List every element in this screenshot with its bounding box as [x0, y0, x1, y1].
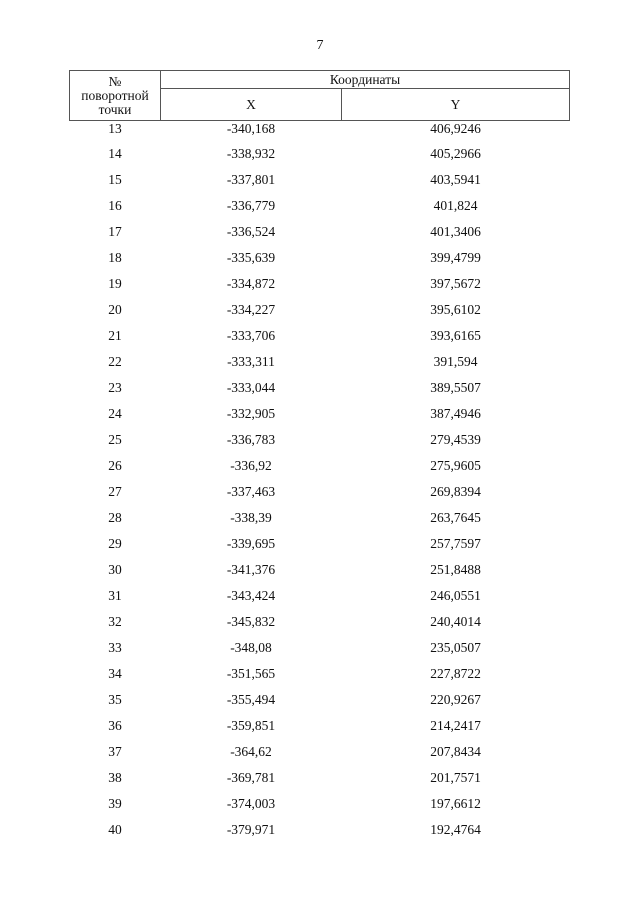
x-coordinate-cell: -379,971	[226, 822, 276, 837]
y-coordinate-cell: 279,4539	[430, 432, 481, 447]
point-number-cell: 19	[108, 276, 122, 291]
y-coordinate-cell: 257,7597	[430, 536, 481, 551]
point-number-header	[70, 71, 161, 121]
x-coordinate-cell: -351,565	[226, 666, 276, 681]
table-row	[70, 609, 570, 635]
table-row	[70, 427, 570, 453]
y-coordinate-cell: 192,4764	[430, 822, 481, 837]
x-coordinate-cell: -369,781	[226, 770, 276, 785]
x-coordinate-cell: -355,494	[226, 692, 276, 707]
point-number-cell: 26	[108, 458, 122, 473]
point-number-cell: 37	[108, 744, 122, 759]
y-coordinate-cell: 401,824	[433, 198, 478, 213]
x-coordinate-cell: -337,801	[226, 172, 276, 187]
y-coordinate-cell: 395,6102	[430, 302, 481, 317]
point-number-cell: 15	[108, 172, 122, 187]
point-number-cell: 21	[108, 328, 122, 343]
point-number-cell: 17	[108, 224, 122, 239]
x-column-header: X	[161, 89, 342, 121]
point-number-header-line2: поворотной	[81, 87, 149, 103]
point-number-cell: 40	[108, 822, 122, 837]
y-coordinate-cell: 240,4014	[430, 614, 481, 629]
x-coordinate-cell: -337,463	[226, 484, 276, 499]
y-coordinate-cell: 275,9605	[430, 458, 481, 473]
y-coordinate-cell: 403,5941	[430, 172, 481, 187]
y-coordinate-cell: 269,8394	[430, 484, 481, 499]
point-number-cell: 14	[108, 146, 122, 161]
table-row	[70, 323, 570, 349]
x-coordinate-cell: -332,905	[226, 406, 276, 421]
point-number-cell: 22	[108, 354, 122, 369]
table-row	[70, 661, 570, 687]
table-row	[70, 167, 570, 193]
x-coordinate-cell: -348,08	[230, 640, 272, 655]
x-coordinate-cell: -343,424	[226, 588, 276, 603]
y-coordinate-cell: 220,9267	[430, 692, 481, 707]
point-number-cell: 27	[108, 484, 122, 499]
x-coordinate-cell: -340,168	[226, 121, 276, 136]
table-row	[70, 219, 570, 245]
point-number-cell: 30	[108, 562, 122, 577]
y-coordinate-cell: 263,7645	[430, 510, 481, 525]
point-number-cell: 29	[108, 536, 122, 551]
y-coordinate-cell: 246,0551	[430, 588, 481, 603]
x-coordinate-cell: -341,376	[226, 562, 276, 577]
x-coordinate-cell: -333,044	[226, 380, 276, 395]
page-number: 7	[316, 38, 324, 53]
table-row	[70, 271, 570, 297]
table-row	[70, 453, 570, 479]
point-number-cell: 23	[108, 380, 122, 395]
table-row	[70, 349, 570, 375]
table-body	[70, 121, 570, 844]
point-number-cell: 18	[108, 250, 122, 265]
table-row	[70, 713, 570, 739]
table-row	[70, 635, 570, 661]
y-coordinate-cell: 214,2417	[430, 718, 481, 733]
y-coordinate-cell: 405,2966	[430, 146, 481, 161]
point-number-cell: 39	[108, 796, 122, 811]
table-row	[70, 765, 570, 791]
coordinates-table	[69, 70, 570, 843]
table-row	[70, 505, 570, 531]
point-number-cell: 31	[108, 588, 122, 603]
table-row	[70, 791, 570, 817]
point-number-cell: 16	[108, 198, 122, 213]
table-row	[70, 141, 570, 167]
x-coordinate-cell: -359,851	[226, 718, 276, 733]
point-number-cell: 34	[108, 666, 122, 681]
y-coordinate-cell: 201,7571	[430, 770, 481, 785]
y-coordinate-cell: 397,5672	[430, 276, 481, 291]
x-coordinate-cell: -336,524	[226, 224, 276, 239]
y-coordinate-cell: 389,5507	[430, 380, 481, 395]
table-row	[70, 479, 570, 505]
x-coordinate-cell: -338,39	[230, 510, 272, 525]
table-row	[70, 375, 570, 401]
x-coordinate-cell: -336,779	[226, 198, 276, 213]
table-row	[70, 531, 570, 557]
table-row	[70, 739, 570, 765]
y-coordinate-cell: 235,0507	[430, 640, 481, 655]
point-number-cell: 33	[108, 640, 122, 655]
table-header	[70, 71, 570, 121]
y-column-header: Y	[342, 89, 570, 121]
y-coordinate-cell: 387,4946	[430, 406, 481, 421]
point-number-cell: 24	[108, 406, 122, 421]
x-coordinate-cell: -336,783	[226, 432, 276, 447]
y-coordinate-cell: 207,8434	[430, 744, 481, 759]
table-row	[70, 817, 570, 843]
point-number-cell: 35	[108, 692, 122, 707]
header-row-top	[70, 71, 570, 89]
table-row	[70, 297, 570, 323]
point-number-cell: 25	[108, 432, 122, 447]
x-coordinate-cell: -374,003	[226, 796, 276, 811]
table-row	[70, 193, 570, 219]
y-coordinate-cell: 406,9246	[430, 121, 481, 136]
x-coordinate-cell: -339,695	[226, 536, 276, 551]
x-coordinate-cell: -333,311	[227, 354, 275, 369]
x-coordinate-cell: -336,92	[230, 458, 272, 473]
y-coordinate-cell: 391,594	[433, 354, 478, 369]
x-coordinate-cell: -364,62	[230, 744, 272, 759]
point-number-header-line1: №	[108, 73, 122, 89]
y-coordinate-cell: 401,3406	[430, 224, 481, 239]
y-coordinate-cell: 399,4799	[430, 250, 481, 265]
x-coordinate-cell: -334,872	[226, 276, 276, 291]
table-row	[70, 557, 570, 583]
point-number-cell: 38	[108, 770, 122, 785]
y-coordinate-cell: 227,8722	[430, 666, 481, 681]
table-row	[70, 245, 570, 271]
table-row	[70, 401, 570, 427]
table-row	[70, 121, 570, 142]
x-coordinate-cell: -334,227	[226, 302, 276, 317]
y-coordinate-cell: 251,8488	[430, 562, 481, 577]
point-number-cell: 32	[108, 614, 122, 629]
point-number-header-line3: точки	[98, 101, 132, 117]
x-coordinate-cell: -335,639	[226, 250, 276, 265]
x-coordinate-cell: -333,706	[226, 328, 276, 343]
y-coordinate-cell: 393,6165	[430, 328, 481, 343]
y-coordinate-cell: 197,6612	[430, 796, 481, 811]
table-row	[70, 687, 570, 713]
x-coordinate-cell: -338,932	[226, 146, 276, 161]
coordinates-group-header: Координаты	[161, 71, 570, 89]
point-number-cell: 13	[108, 121, 122, 136]
table-row	[70, 583, 570, 609]
x-coordinate-cell: -345,832	[226, 614, 276, 629]
point-number-cell: 20	[108, 302, 122, 317]
point-number-cell: 36	[108, 718, 122, 733]
point-number-cell: 28	[108, 510, 122, 525]
